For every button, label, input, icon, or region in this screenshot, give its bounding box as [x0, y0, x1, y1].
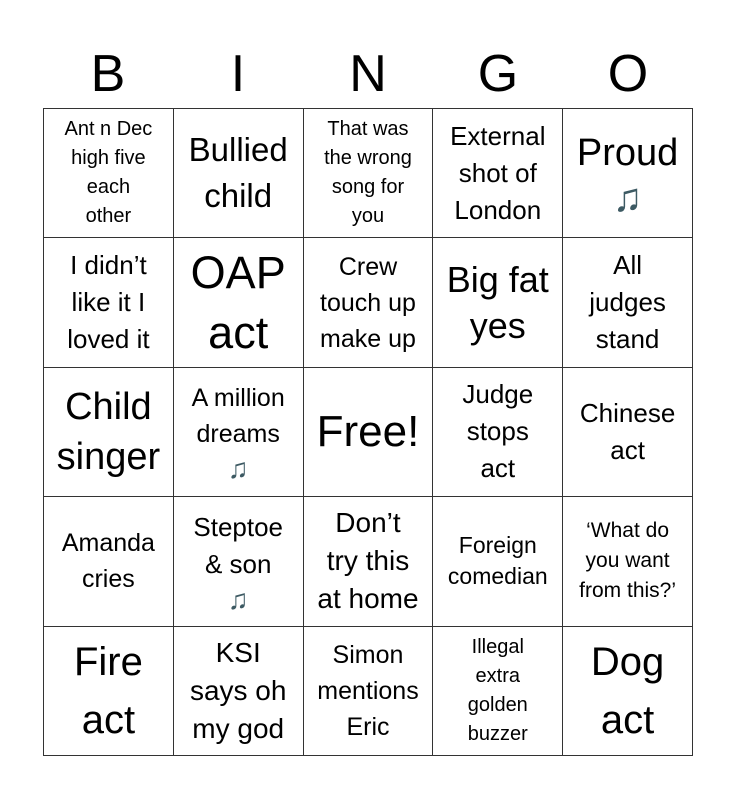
bingo-cell[interactable]	[304, 627, 434, 756]
bingo-cell-text: Foreign comedian	[447, 532, 548, 590]
bingo-cell[interactable]	[433, 497, 563, 626]
music-note-icon: ♫	[612, 176, 643, 221]
bingo-cell-text: All judges stand	[589, 250, 666, 355]
bingo-cell-text: Ant n Dec high five each other	[64, 118, 153, 228]
bingo-cell[interactable]	[174, 238, 304, 367]
header-letter-i: I	[230, 45, 246, 103]
bingo-cell[interactable]	[174, 497, 304, 626]
bingo-cell[interactable]	[563, 627, 693, 756]
bingo-cell[interactable]	[563, 109, 693, 238]
bingo-cell-text: Proud	[576, 132, 679, 175]
bingo-cell[interactable]	[563, 238, 693, 367]
bingo-cell-text: OAP act	[190, 246, 286, 358]
bingo-cell-text: That was the wrong song for you	[324, 118, 412, 228]
bingo-cell-text: Crew touch up make up	[320, 252, 416, 353]
header-letter-o: O	[607, 45, 649, 103]
bingo-cell[interactable]	[304, 238, 434, 367]
bingo-cell[interactable]	[433, 368, 563, 497]
bingo-cell-text: Amanda cries	[61, 529, 155, 594]
music-note-icon: ♫	[227, 583, 249, 615]
bingo-cell-text: Steptoe & son	[193, 511, 284, 579]
header-letter-b: B	[90, 45, 126, 103]
header-letter-g: G	[477, 45, 519, 103]
bingo-cell[interactable]	[563, 497, 693, 626]
header-letter-n: N	[349, 45, 387, 103]
bingo-cell[interactable]	[174, 627, 304, 756]
bingo-cell-text: Big fat yes	[446, 258, 549, 346]
bingo-cell-text: Judge stops act	[462, 379, 534, 484]
bingo-cell[interactable]	[44, 368, 174, 497]
bingo-cell-text: Dog act	[590, 639, 665, 742]
bingo-cell-text: KSI says oh my god	[189, 636, 287, 744]
bingo-card	[43, 108, 693, 756]
bingo-cell[interactable]	[304, 497, 434, 626]
bingo-cell[interactable]	[44, 627, 174, 756]
bingo-cell[interactable]	[304, 109, 434, 238]
bingo-cell-text: Child singer	[56, 385, 161, 478]
bingo-cell[interactable]	[44, 238, 174, 367]
bingo-cell-text: Simon mentions Eric	[317, 640, 419, 741]
bingo-cell-text: Chinese act	[579, 397, 676, 465]
bingo-cell[interactable]	[433, 238, 563, 367]
bingo-cell-text: A million dreams	[191, 384, 285, 449]
bingo-cell-text: External shot of London	[450, 120, 546, 225]
bingo-cell-text: Illegal extra golden buzzer	[467, 635, 528, 745]
bingo-cell-text: ‘What do you want from this?’	[579, 519, 677, 603]
bingo-cell-text: Free!	[316, 406, 420, 456]
music-note-icon: ♫	[227, 453, 249, 485]
bingo-cell[interactable]	[563, 368, 693, 497]
bingo-cell-text: Don’t try this at home	[317, 507, 419, 615]
bingo-cell[interactable]	[433, 627, 563, 756]
bingo-cell[interactable]	[44, 497, 174, 626]
bingo-header	[43, 40, 693, 108]
bingo-cell[interactable]	[174, 368, 304, 497]
bingo-cell[interactable]	[304, 368, 434, 497]
bingo-cell-text: I didn’t like it I loved it	[67, 250, 150, 355]
bingo-cell-text: Fire act	[73, 639, 143, 742]
bingo-cell[interactable]	[174, 109, 304, 238]
bingo-cell[interactable]	[433, 109, 563, 238]
bingo-cell[interactable]	[44, 109, 174, 238]
bingo-cell-text: Bullied child	[188, 131, 288, 215]
